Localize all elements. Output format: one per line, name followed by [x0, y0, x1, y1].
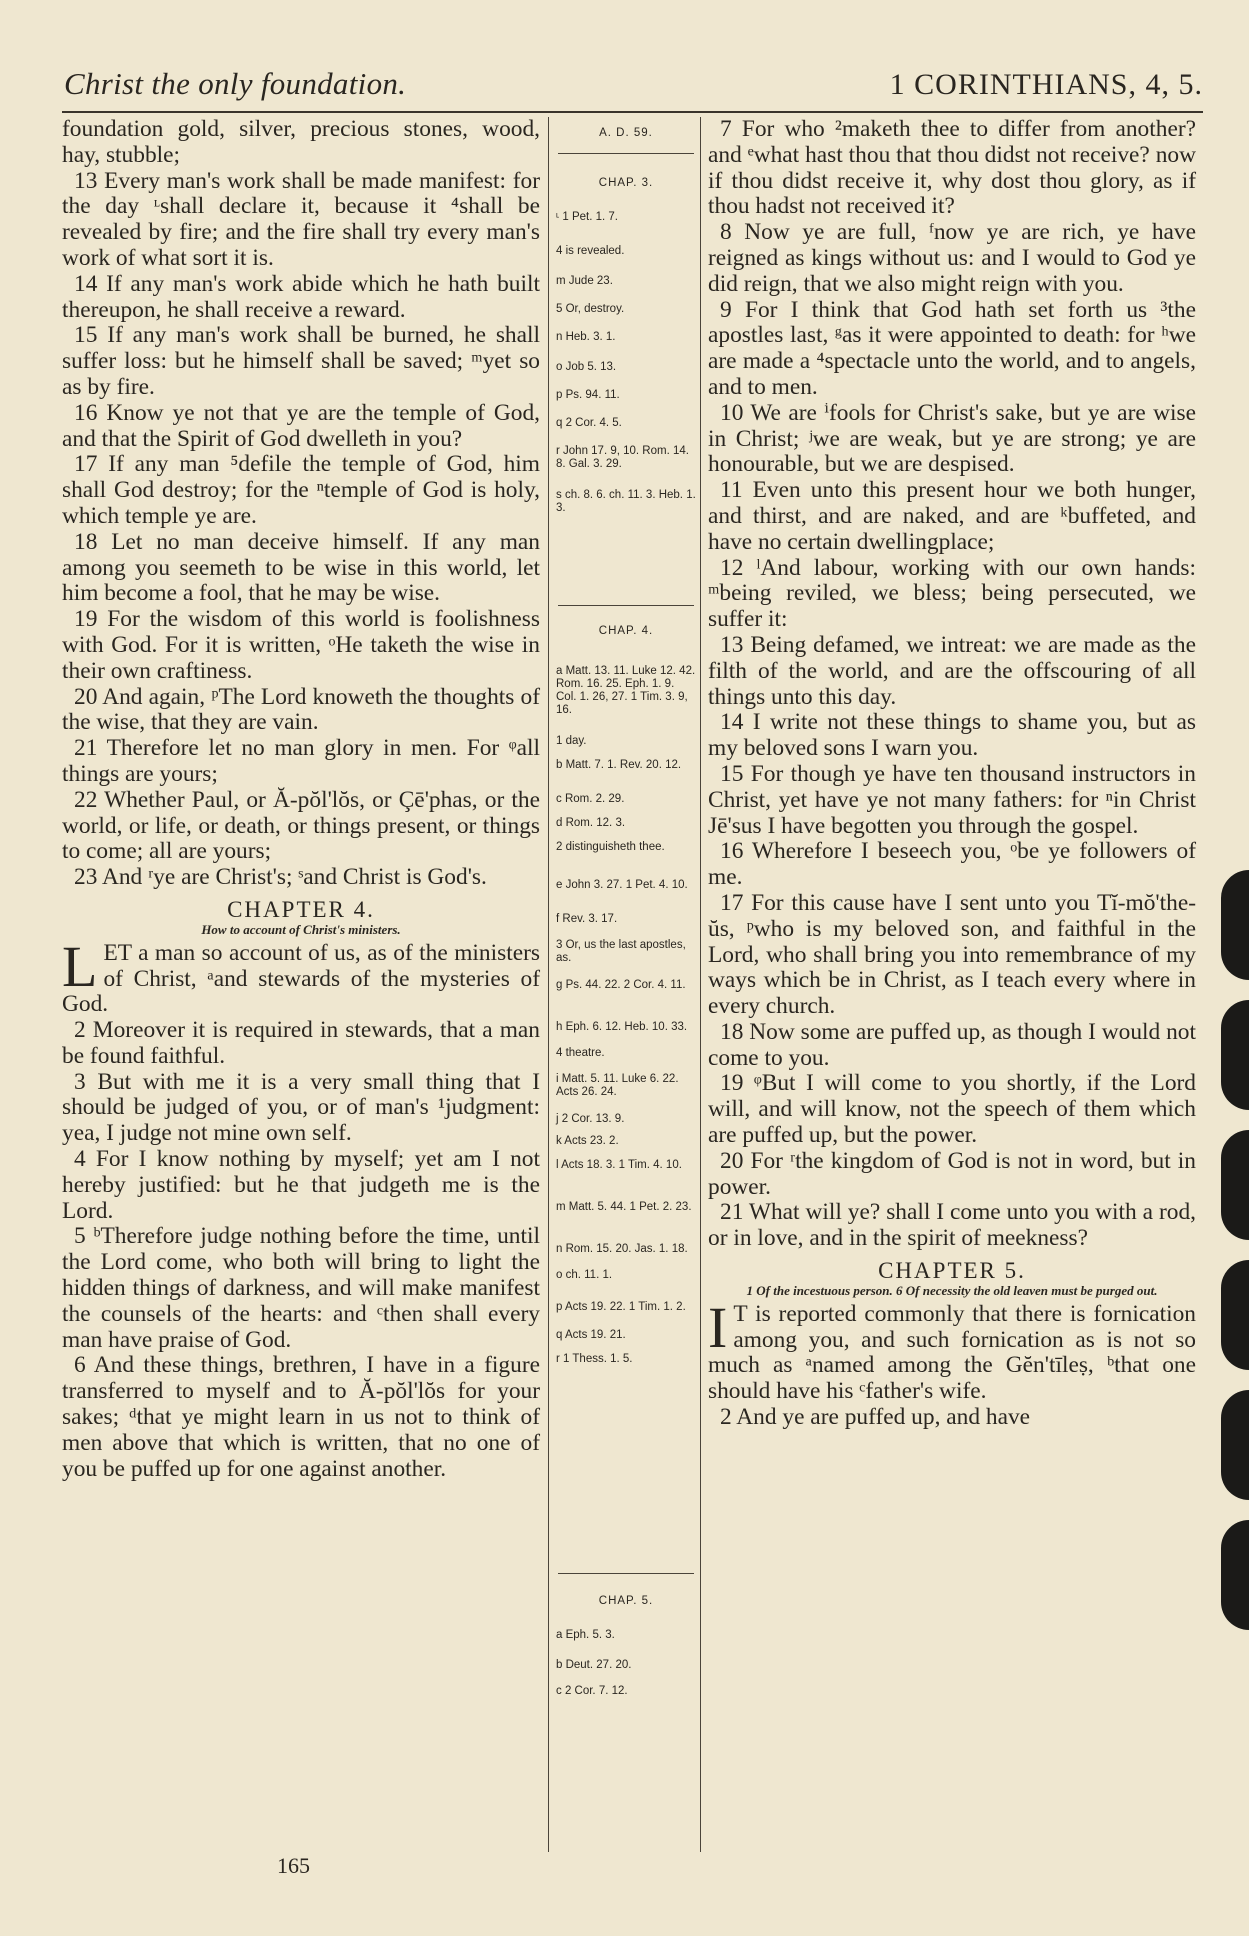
verse: 18 Let no man deceive himself. If any man among you seemeth to be wise in this world, let him become a fool, that he may be wise.: [62, 528, 540, 607]
thumb-index-tab[interactable]: [1221, 1130, 1249, 1240]
cross-reference: q Acts 19. 21.: [556, 1329, 626, 1341]
verse: 4 For I know nothing by myself; yet am I not hereby justified: but he that judgeth me is the Lord.: [62, 1146, 540, 1224]
verse: 14 If any man's work abide which he hath built thereupon, he shall receive a reward.: [62, 270, 540, 323]
chapter-5-summary: 1 Of the incestuous person. 6 Of necessity the old leaven must be purged out.: [746, 1282, 1158, 1298]
cross-reference: l Acts 18. 3. 1 Tim. 4. 10.: [556, 1159, 682, 1171]
chapter-5-heading: CHAPTER 5.: [878, 1258, 1026, 1284]
cross-reference: q 2 Cor. 4. 5.: [556, 417, 622, 429]
cross-reference: m Matt. 5. 44. 1 Pet. 2. 23.: [556, 1201, 692, 1213]
reference-chapter-label: CHAP. 5.: [598, 1595, 654, 1607]
cross-reference: p Acts 19. 22. 1 Tim. 1. 2.: [556, 1301, 686, 1313]
cross-reference: ᶫ 1 Pet. 1. 7.: [556, 211, 618, 223]
cross-reference: n Heb. 3. 1.: [556, 331, 616, 343]
running-head-right: 1 CORINTHIANS, 4, 5.: [889, 68, 1203, 101]
cross-reference: h Eph. 6. 12. Heb. 10. 33.: [556, 1021, 688, 1033]
cross-reference: o Job 5. 13.: [556, 361, 617, 373]
cross-reference: o ch. 11. 1.: [556, 1269, 613, 1281]
cross-reference: c Rom. 2. 29.: [556, 793, 625, 805]
verse: 14 I write not these things to shame you, but as my beloved sons I warn you.: [708, 709, 1196, 762]
verse: 16 Know ye not that ye are the temple of God, and that the Spirit of God dwelleth in you?: [62, 399, 540, 452]
drop-cap: I: [708, 1294, 728, 1360]
cross-reference: g Ps. 44. 22. 2 Cor. 4. 11.: [556, 979, 686, 991]
reference-chapter-label: CHAP. 4.: [598, 625, 654, 637]
cross-reference: i Matt. 5. 11. Luke 6. 22. Acts 26. 24.: [556, 1073, 679, 1098]
verse: 22 Whether Paul, or Ă-pŏl'lŏs, or Çē'phas, or the world, or life, or death, or things present, or things to come; all are yours;: [62, 786, 540, 865]
verse: 2 And ye are puffed up, and have: [720, 1404, 1031, 1431]
cross-reference: m Jude 23.: [556, 275, 613, 287]
cross-reference: 5 Or, destroy.: [556, 303, 625, 315]
verse: 13 Every man's work shall be made manifest: for the day ᶫshall declare it, because it ⁴shall be revealed by fire; and the fire shall try every man's work of what sort it is.: [62, 167, 540, 271]
verse: 7 For who ²maketh thee to differ from another? and ᵉwhat hast thou that thou didst not receive? now if thou didst receive it, why dost thou glory, as if thou hadst not received it?: [708, 116, 1196, 220]
verse: 11 Even unto this present hour we both hunger, and thirst, and are naked, and are ᵏbuffeted, and have no certain dwellingplace;: [708, 477, 1196, 555]
verse: 10 We are ⁱfools for Christ's sake, but ye are wise in Christ; ʲwe are weak, but ye are strong; ye are honourable, but we are despised.: [708, 399, 1196, 478]
verse: 13 Being defamed, we intreat: we are made as the filth of the world, and are the offscouring of all things unto this day.: [708, 631, 1196, 710]
verse: 17 If any man ⁵defile the temple of God, him shall God destroy; for the ⁿtemple of God is holy, which temple ye are.: [62, 451, 540, 529]
verse: 17 For this cause have I sent unto you Tĭ-mŏ'the-ŭs, ᵖwho is my beloved son, and faithful in the Lord, who shall bring you into remembrance of my ways which be in Christ, as I teach every where in every church.: [708, 889, 1196, 1020]
chapter-4-summary: How to account of Christ's ministers.: [201, 921, 401, 937]
thumb-index-tab[interactable]: [1221, 1390, 1249, 1500]
thumb-index-tab[interactable]: [1221, 1260, 1249, 1370]
cross-reference: b Deut. 27. 20.: [556, 1659, 632, 1671]
reference-rule: [558, 605, 694, 606]
verse: 18 Now some are puffed up, as though I would not come to you.: [708, 1018, 1196, 1071]
verse: 23 And ʳye are Christ's; ˢand Christ is God's.: [74, 864, 487, 891]
column-divider-right: [700, 117, 701, 1852]
cross-reference: a Eph. 5. 3.: [556, 1629, 615, 1641]
cross-reference: d Rom. 12. 3.: [556, 817, 626, 829]
drop-cap: L: [62, 933, 98, 999]
verse: 2 Moreover it is required in stewards, that a man be found faithful.: [62, 1017, 540, 1069]
verse: 5 ᵇTherefore judge nothing before the time, until the Lord come, who both will bring to light the hidden things of darkness, and will make manifest the counsels of the hearts: and ᶜthen shall every man have praise of God.: [62, 1223, 540, 1353]
cross-reference: 4 is revealed.: [556, 245, 625, 257]
verse: 19 For the wisdom of this world is foolishness with God. For it is written, ᵒHe taketh the wise in their own craftiness.: [62, 606, 540, 684]
reference-rule: [558, 1573, 694, 1574]
center-reference-column: [552, 117, 698, 1852]
verse: ET a man so account of us, as of the ministers of Christ, ᵃand stewards of the mysteries of God.: [62, 939, 540, 1018]
column-divider-left: [548, 117, 549, 1852]
cross-reference: a Matt. 13. 11. Luke 12. 42. Rom. 16. 25. Eph. 1. 9. Col. 1. 26, 27. 1 Tim. 3. 9, 16.: [556, 665, 696, 716]
chapter-4-heading: CHAPTER 4.: [227, 896, 375, 922]
thumb-index-tab[interactable]: [1221, 1520, 1249, 1630]
verse: 9 For I think that God hath set forth us ³the apostles last, ᵍas it were appointed to death: for ʰwe are made a ⁴spectacle unto the world, and to angels, and to men.: [708, 296, 1196, 400]
cross-reference: j 2 Cor. 13. 9.: [556, 1113, 625, 1125]
verse: 21 Therefore let no man glory in men. For ᵠall things are yours;: [62, 735, 540, 787]
cross-reference: e John 3. 27. 1 Pet. 4. 10.: [556, 879, 688, 891]
running-head-left: Christ the only foundation.: [64, 66, 407, 101]
verse: 8 Now ye are full, ᶠnow ye are rich, ye have reigned as kings without us: and I would to God ye did reign, that we also might reign with you.: [708, 219, 1196, 297]
verse: 20 And again, ᵖThe Lord knoweth the thoughts of the wise, that they are vain.: [62, 683, 540, 736]
reference-chapter-label: CHAP. 3.: [598, 177, 654, 189]
verse: foundation gold, silver, precious stones, wood, hay, stubble;: [62, 116, 540, 168]
verse: T is reported commonly that there is fornication among you, and such fornication as is not so much as ᵃnamed among the Gĕn'tīleṣ, ᵇthat one should have his ᶜfather's wife.: [708, 1300, 1196, 1405]
cross-reference: n Rom. 15. 20. Jas. 1. 18.: [556, 1243, 688, 1255]
cross-reference: c 2 Cor. 7. 12.: [556, 1685, 628, 1697]
cross-reference: b Matt. 7. 1. Rev. 20. 12.: [556, 759, 682, 771]
reference-chapter-label: A. D. 59.: [599, 127, 653, 139]
cross-reference: 2 distinguisheth thee.: [556, 841, 665, 853]
verse: 15 For though ye have ten thousand instructors in Christ, yet have ye not many fathers: for ⁿin Christ Jē'sus I have begotten you through the gospel.: [708, 760, 1196, 839]
page-number: 165: [277, 1853, 310, 1878]
verse: 21 What will ye? shall I come unto you with a rod, or in love, and in the spirit of meekness?: [708, 1199, 1196, 1252]
verse: 20 For ʳthe kingdom of God is not in word, but in power.: [708, 1147, 1196, 1200]
verse: 15 If any man's work shall be burned, he shall suffer loss: but he himself shall be saved; ᵐyet so as by fire.: [62, 322, 540, 400]
cross-reference: 3 Or, us the last apostles, as.: [556, 939, 686, 964]
reference-rule: [558, 153, 694, 154]
cross-reference: r 1 Thess. 1. 5.: [556, 1353, 633, 1365]
cross-reference: 1 day.: [556, 735, 587, 747]
cross-reference: s ch. 8. 6. ch. 11. 3. Heb. 1. 3.: [556, 489, 696, 514]
cross-reference: 4 theatre.: [556, 1047, 605, 1059]
verse: 3 But with me it is a very small thing that I should be judged of you, or of man's ¹judgment: yea, I judge not mine own self.: [62, 1068, 540, 1147]
header-rule: [62, 111, 1203, 113]
thumb-index-tab[interactable]: [1221, 1000, 1249, 1110]
cross-reference: p Ps. 94. 11.: [556, 389, 620, 401]
cross-reference: r John 17. 9, 10. Rom. 14. 8. Gal. 3. 29.: [556, 445, 689, 470]
thumb-index-tab[interactable]: [1221, 870, 1249, 980]
verse: 16 Wherefore I beseech you, ᵒbe ye followers of me.: [708, 838, 1196, 891]
verse: 6 And these things, brethren, I have in a figure transferred to myself and to Ă-pŏl'lŏs for your sakes; ᵈthat ye might learn in us not to think of men above that which is written, that no one of you be puffed up for one against another.: [62, 1352, 540, 1482]
cross-reference: k Acts 23. 2.: [556, 1135, 619, 1147]
verse: 19 ᵠBut I will come to you shortly, if the Lord will, and will know, not the speech of them which are puffed up, but the power.: [708, 1070, 1196, 1149]
right-text-column: [708, 117, 1196, 1431]
verse: 12 ˡAnd labour, working with our own hands: ᵐbeing reviled, we bless; being persecuted, we suffer it:: [708, 554, 1196, 633]
left-text-column: [62, 117, 540, 1482]
cross-reference: f Rev. 3. 17.: [556, 913, 618, 925]
